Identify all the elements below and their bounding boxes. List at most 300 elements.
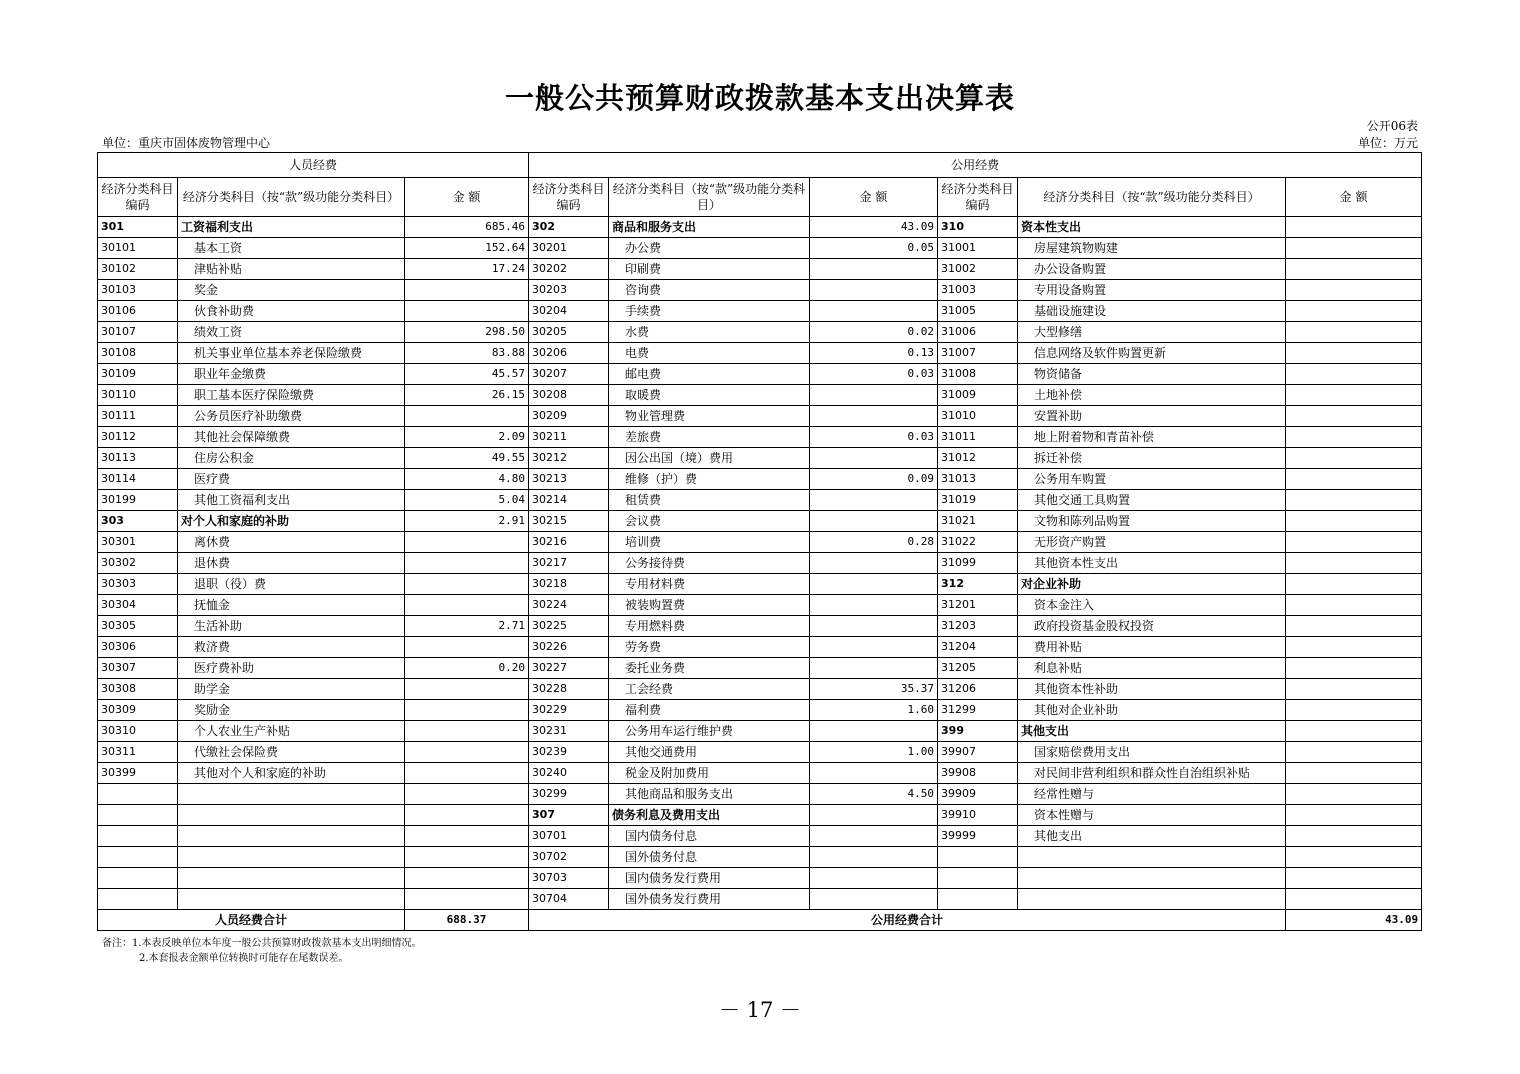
item-code: 31022 xyxy=(938,532,1018,553)
item-name: 安置补助 xyxy=(1018,406,1286,427)
item-name xyxy=(178,889,405,910)
item-name: 其他商品和服务支出 xyxy=(609,784,810,805)
item-code: 30240 xyxy=(529,763,609,784)
item-amount: 1.00 xyxy=(810,742,938,763)
table-row xyxy=(98,406,1422,427)
table-row xyxy=(98,721,1422,742)
public-total-label: 公用经费合计 xyxy=(529,910,1286,931)
item-code: 30301 xyxy=(98,532,178,553)
item-code: 39999 xyxy=(938,826,1018,847)
table-row xyxy=(98,217,1422,238)
item-amount: 26.15 xyxy=(405,385,529,406)
item-name: 退职（役）费 xyxy=(178,574,405,595)
item-amount xyxy=(810,595,938,616)
item-amount xyxy=(405,889,529,910)
item-amount: 1.60 xyxy=(810,700,938,721)
table-row xyxy=(98,322,1422,343)
item-amount: 43.09 xyxy=(810,217,938,238)
item-code: 30108 xyxy=(98,343,178,364)
item-amount: 5.04 xyxy=(405,490,529,511)
item-amount xyxy=(1286,700,1422,721)
item-name: 基本工资 xyxy=(178,238,405,259)
item-amount xyxy=(1286,238,1422,259)
item-name: 其他对个人和家庭的补助 xyxy=(178,763,405,784)
item-name: 其他交通费用 xyxy=(609,742,810,763)
item-code: 31001 xyxy=(938,238,1018,259)
item-amount xyxy=(405,847,529,868)
item-amount: 0.03 xyxy=(810,364,938,385)
item-code: 31005 xyxy=(938,301,1018,322)
item-name xyxy=(1018,847,1286,868)
table-row xyxy=(98,700,1422,721)
item-amount xyxy=(1286,343,1422,364)
item-name: 文物和陈列品购置 xyxy=(1018,511,1286,532)
header-code: 经济分类科目编码 xyxy=(938,178,1018,217)
item-code: 30114 xyxy=(98,469,178,490)
item-name: 资本性赠与 xyxy=(1018,805,1286,826)
item-amount xyxy=(810,763,938,784)
item-amount: 4.50 xyxy=(810,784,938,805)
item-code: 30228 xyxy=(529,679,609,700)
table-row xyxy=(98,784,1422,805)
item-code xyxy=(938,868,1018,889)
item-amount xyxy=(405,763,529,784)
item-code: 30227 xyxy=(529,658,609,679)
item-name: 国家赔偿费用支出 xyxy=(1018,742,1286,763)
item-name: 委托业务费 xyxy=(609,658,810,679)
table-row xyxy=(98,889,1422,910)
item-amount: 685.46 xyxy=(405,217,529,238)
item-amount: 4.80 xyxy=(405,469,529,490)
table-row xyxy=(98,448,1422,469)
item-amount xyxy=(1286,217,1422,238)
item-code: 30309 xyxy=(98,700,178,721)
item-name: 住房公积金 xyxy=(178,448,405,469)
item-amount xyxy=(405,301,529,322)
item-name: 基础设施建设 xyxy=(1018,301,1286,322)
table-row xyxy=(98,595,1422,616)
item-amount xyxy=(1286,469,1422,490)
table-row xyxy=(98,553,1422,574)
item-code: 31006 xyxy=(938,322,1018,343)
item-amount xyxy=(810,385,938,406)
item-code: 31205 xyxy=(938,658,1018,679)
item-name: 无形资产购置 xyxy=(1018,532,1286,553)
item-amount xyxy=(1286,385,1422,406)
item-name: 维修（护）费 xyxy=(609,469,810,490)
item-amount xyxy=(405,553,529,574)
item-amount xyxy=(810,490,938,511)
item-code: 30101 xyxy=(98,238,178,259)
item-code: 30307 xyxy=(98,658,178,679)
personnel-total-amount: 688.37 xyxy=(405,910,529,931)
item-amount: 298.50 xyxy=(405,322,529,343)
item-name xyxy=(178,826,405,847)
item-name: 国外债务付息 xyxy=(609,847,810,868)
item-name: 津贴补贴 xyxy=(178,259,405,280)
item-code: 30224 xyxy=(529,595,609,616)
item-name: 拆迁补偿 xyxy=(1018,448,1286,469)
item-code: 399 xyxy=(938,721,1018,742)
item-amount: 0.09 xyxy=(810,469,938,490)
table-row xyxy=(98,868,1422,889)
item-name: 其他资本性支出 xyxy=(1018,553,1286,574)
item-name: 其他交通工具购置 xyxy=(1018,490,1286,511)
item-amount xyxy=(1286,511,1422,532)
public-total-amount: 43.09 xyxy=(1286,910,1422,931)
item-amount xyxy=(810,553,938,574)
item-name: 资本金注入 xyxy=(1018,595,1286,616)
item-code: 30399 xyxy=(98,763,178,784)
item-amount: 0.03 xyxy=(810,427,938,448)
item-name: 劳务费 xyxy=(609,637,810,658)
item-code: 39909 xyxy=(938,784,1018,805)
item-name: 机关事业单位基本养老保险缴费 xyxy=(178,343,405,364)
table-row xyxy=(98,301,1422,322)
item-code: 312 xyxy=(938,574,1018,595)
item-code: 31099 xyxy=(938,553,1018,574)
page-number: － 17 － xyxy=(718,998,802,1022)
item-amount xyxy=(1286,532,1422,553)
item-code: 39910 xyxy=(938,805,1018,826)
item-code xyxy=(98,868,178,889)
item-code: 31299 xyxy=(938,700,1018,721)
item-amount xyxy=(405,595,529,616)
item-name: 电费 xyxy=(609,343,810,364)
item-amount xyxy=(810,658,938,679)
item-name: 其他社会保障缴费 xyxy=(178,427,405,448)
item-name xyxy=(178,868,405,889)
table-row xyxy=(98,826,1422,847)
item-code: 30299 xyxy=(529,784,609,805)
header-name: 经济分类科目（按“款”级功能分类科目） xyxy=(178,178,405,217)
item-amount xyxy=(1286,595,1422,616)
item-code: 30208 xyxy=(529,385,609,406)
item-code: 31010 xyxy=(938,406,1018,427)
item-name: 退休费 xyxy=(178,553,405,574)
section-personnel: 人员经费 xyxy=(98,153,529,178)
table-row xyxy=(98,427,1422,448)
item-name: 水费 xyxy=(609,322,810,343)
item-code: 31009 xyxy=(938,385,1018,406)
item-name xyxy=(178,805,405,826)
item-code: 31002 xyxy=(938,259,1018,280)
item-name: 对民间非营利组织和群众性自治组织补贴 xyxy=(1018,763,1286,784)
item-amount: 152.64 xyxy=(405,238,529,259)
item-name: 对个人和家庭的补助 xyxy=(178,511,405,532)
item-name xyxy=(178,784,405,805)
table-row xyxy=(98,658,1422,679)
item-code: 30704 xyxy=(529,889,609,910)
item-code xyxy=(98,826,178,847)
item-amount xyxy=(405,532,529,553)
table-row xyxy=(98,763,1422,784)
item-name: 费用补贴 xyxy=(1018,637,1286,658)
item-name: 信息网络及软件购置更新 xyxy=(1018,343,1286,364)
item-code: 30199 xyxy=(98,490,178,511)
table-row xyxy=(98,490,1422,511)
item-code: 31003 xyxy=(938,280,1018,301)
item-amount xyxy=(1286,616,1422,637)
form-number: 公开06表 xyxy=(1366,119,1418,133)
item-amount xyxy=(405,721,529,742)
table-row xyxy=(98,532,1422,553)
page-title: 一般公共预算财政拨款基本支出决算表 xyxy=(504,81,1015,115)
item-name: 取暖费 xyxy=(609,385,810,406)
item-amount xyxy=(1286,280,1422,301)
item-amount: 35.37 xyxy=(810,679,938,700)
item-amount xyxy=(1286,721,1422,742)
item-amount xyxy=(810,406,938,427)
item-code: 30205 xyxy=(529,322,609,343)
item-code: 30217 xyxy=(529,553,609,574)
item-amount xyxy=(1286,322,1422,343)
item-code: 30111 xyxy=(98,406,178,427)
item-name xyxy=(1018,868,1286,889)
item-code: 30212 xyxy=(529,448,609,469)
item-code: 31204 xyxy=(938,637,1018,658)
item-code xyxy=(98,889,178,910)
item-code: 30203 xyxy=(529,280,609,301)
personnel-total-label: 人员经费合计 xyxy=(98,910,405,931)
item-amount xyxy=(1286,679,1422,700)
item-code: 30211 xyxy=(529,427,609,448)
item-code: 39908 xyxy=(938,763,1018,784)
table-row xyxy=(98,742,1422,763)
item-name: 其他对企业补助 xyxy=(1018,700,1286,721)
item-code: 30207 xyxy=(529,364,609,385)
item-amount xyxy=(810,637,938,658)
item-code: 30209 xyxy=(529,406,609,427)
item-amount: 0.28 xyxy=(810,532,938,553)
item-name: 其他工资福利支出 xyxy=(178,490,405,511)
item-name: 公务员医疗补助缴费 xyxy=(178,406,405,427)
item-amount xyxy=(1286,490,1422,511)
item-amount: 0.05 xyxy=(810,238,938,259)
item-code: 30311 xyxy=(98,742,178,763)
item-name: 税金及附加费用 xyxy=(609,763,810,784)
item-code: 30213 xyxy=(529,469,609,490)
item-amount xyxy=(405,700,529,721)
item-code: 31019 xyxy=(938,490,1018,511)
item-amount: 49.55 xyxy=(405,448,529,469)
item-amount: 0.02 xyxy=(810,322,938,343)
item-code: 30103 xyxy=(98,280,178,301)
header-code: 经济分类科目编码 xyxy=(529,178,609,217)
item-code: 30239 xyxy=(529,742,609,763)
item-code: 30701 xyxy=(529,826,609,847)
table-row xyxy=(98,679,1422,700)
item-amount xyxy=(1286,259,1422,280)
item-code: 30229 xyxy=(529,700,609,721)
table-row xyxy=(98,280,1422,301)
header-amount: 金 额 xyxy=(1286,178,1422,217)
item-code: 39907 xyxy=(938,742,1018,763)
item-name: 奖励金 xyxy=(178,700,405,721)
table-row xyxy=(98,616,1422,637)
item-amount: 0.20 xyxy=(405,658,529,679)
item-name: 国外债务发行费用 xyxy=(609,889,810,910)
item-name: 租赁费 xyxy=(609,490,810,511)
header-name: 经济分类科目（按“款”级功能分类科目） xyxy=(1018,178,1286,217)
item-amount xyxy=(405,868,529,889)
item-amount xyxy=(810,889,938,910)
item-amount xyxy=(1286,742,1422,763)
item-amount xyxy=(810,301,938,322)
item-code: 30303 xyxy=(98,574,178,595)
section-public: 公用经费 xyxy=(529,153,1422,178)
item-name: 物资储备 xyxy=(1018,364,1286,385)
item-amount xyxy=(1286,847,1422,868)
item-name: 其他资本性补助 xyxy=(1018,679,1286,700)
item-amount xyxy=(810,280,938,301)
table-row xyxy=(98,805,1422,826)
item-name: 个人农业生产补贴 xyxy=(178,721,405,742)
item-amount xyxy=(1286,826,1422,847)
item-name: 绩效工资 xyxy=(178,322,405,343)
item-code: 30215 xyxy=(529,511,609,532)
item-code: 30106 xyxy=(98,301,178,322)
item-code xyxy=(98,784,178,805)
item-amount xyxy=(1286,406,1422,427)
item-name: 公务接待费 xyxy=(609,553,810,574)
item-name: 会议费 xyxy=(609,511,810,532)
item-amount xyxy=(405,742,529,763)
item-amount xyxy=(405,574,529,595)
table-row xyxy=(98,637,1422,658)
table-row xyxy=(98,259,1422,280)
item-name: 医疗费补助 xyxy=(178,658,405,679)
item-amount xyxy=(1286,889,1422,910)
item-name: 培训费 xyxy=(609,532,810,553)
item-code: 30204 xyxy=(529,301,609,322)
item-amount: 2.09 xyxy=(405,427,529,448)
item-code: 31013 xyxy=(938,469,1018,490)
item-amount: 45.57 xyxy=(405,364,529,385)
item-amount xyxy=(1286,805,1422,826)
unit-label: 单位：重庆市固体废物管理中心 xyxy=(102,136,271,150)
item-name: 手续费 xyxy=(609,301,810,322)
item-name: 助学金 xyxy=(178,679,405,700)
item-amount xyxy=(810,721,938,742)
item-code: 31021 xyxy=(938,511,1018,532)
item-amount xyxy=(405,679,529,700)
item-name: 印刷费 xyxy=(609,259,810,280)
header-code: 经济分类科目编码 xyxy=(98,178,178,217)
item-code: 30306 xyxy=(98,637,178,658)
item-amount xyxy=(1286,637,1422,658)
item-name: 医疗费 xyxy=(178,469,405,490)
item-amount xyxy=(810,826,938,847)
header-amount: 金 额 xyxy=(810,178,938,217)
item-name: 利息补贴 xyxy=(1018,658,1286,679)
item-code: 31012 xyxy=(938,448,1018,469)
item-amount: 0.13 xyxy=(810,343,938,364)
item-name: 专用设备购置 xyxy=(1018,280,1286,301)
item-amount xyxy=(810,259,938,280)
item-name: 其他支出 xyxy=(1018,826,1286,847)
item-amount xyxy=(405,406,529,427)
item-code: 30202 xyxy=(529,259,609,280)
item-amount: 83.88 xyxy=(405,343,529,364)
item-code: 30201 xyxy=(529,238,609,259)
item-code: 30305 xyxy=(98,616,178,637)
item-code: 30109 xyxy=(98,364,178,385)
item-code: 30218 xyxy=(529,574,609,595)
item-amount xyxy=(810,574,938,595)
item-name: 对企业补助 xyxy=(1018,574,1286,595)
item-amount xyxy=(1286,427,1422,448)
item-name: 国内债务发行费用 xyxy=(609,868,810,889)
item-amount xyxy=(1286,784,1422,805)
item-amount xyxy=(1286,301,1422,322)
item-name: 伙食补助费 xyxy=(178,301,405,322)
item-code: 310 xyxy=(938,217,1018,238)
item-amount xyxy=(810,847,938,868)
item-name: 福利费 xyxy=(609,700,810,721)
item-code: 31008 xyxy=(938,364,1018,385)
item-amount xyxy=(1286,868,1422,889)
table-row xyxy=(98,847,1422,868)
item-code: 31203 xyxy=(938,616,1018,637)
item-name: 大型修缮 xyxy=(1018,322,1286,343)
item-code xyxy=(98,847,178,868)
item-name: 差旅费 xyxy=(609,427,810,448)
table-row xyxy=(98,385,1422,406)
item-code: 30703 xyxy=(529,868,609,889)
note-2: 2.本套报表金额单位转换时可能存在尾数误差。 xyxy=(139,953,349,964)
item-code: 30110 xyxy=(98,385,178,406)
notes xyxy=(102,936,422,966)
item-amount: 17.24 xyxy=(405,259,529,280)
table-row xyxy=(98,574,1422,595)
item-amount: 2.71 xyxy=(405,616,529,637)
item-name: 职业年金缴费 xyxy=(178,364,405,385)
item-name: 离休费 xyxy=(178,532,405,553)
item-code: 30304 xyxy=(98,595,178,616)
item-code: 303 xyxy=(98,511,178,532)
item-amount xyxy=(810,616,938,637)
item-code: 30113 xyxy=(98,448,178,469)
table-row xyxy=(98,511,1422,532)
item-name: 生活补助 xyxy=(178,616,405,637)
money-unit: 单位：万元 xyxy=(1357,136,1418,150)
item-name: 奖金 xyxy=(178,280,405,301)
item-name: 工会经费 xyxy=(609,679,810,700)
item-amount xyxy=(1286,448,1422,469)
item-amount xyxy=(1286,658,1422,679)
item-name: 债务利息及费用支出 xyxy=(609,805,810,826)
item-code: 301 xyxy=(98,217,178,238)
item-name: 地上附着物和青苗补偿 xyxy=(1018,427,1286,448)
item-code: 30702 xyxy=(529,847,609,868)
item-amount xyxy=(405,280,529,301)
item-name: 房屋建筑物购建 xyxy=(1018,238,1286,259)
table-row xyxy=(98,343,1422,364)
item-amount xyxy=(810,868,938,889)
item-name: 抚恤金 xyxy=(178,595,405,616)
item-name: 公务用车购置 xyxy=(1018,469,1286,490)
item-name: 其他支出 xyxy=(1018,721,1286,742)
table-row xyxy=(98,469,1422,490)
item-name: 办公设备购置 xyxy=(1018,259,1286,280)
expenditure-table xyxy=(97,152,1422,931)
item-name: 专用材料费 xyxy=(609,574,810,595)
item-name: 经常性赠与 xyxy=(1018,784,1286,805)
item-name: 商品和服务支出 xyxy=(609,217,810,238)
item-code: 31007 xyxy=(938,343,1018,364)
item-amount xyxy=(405,637,529,658)
